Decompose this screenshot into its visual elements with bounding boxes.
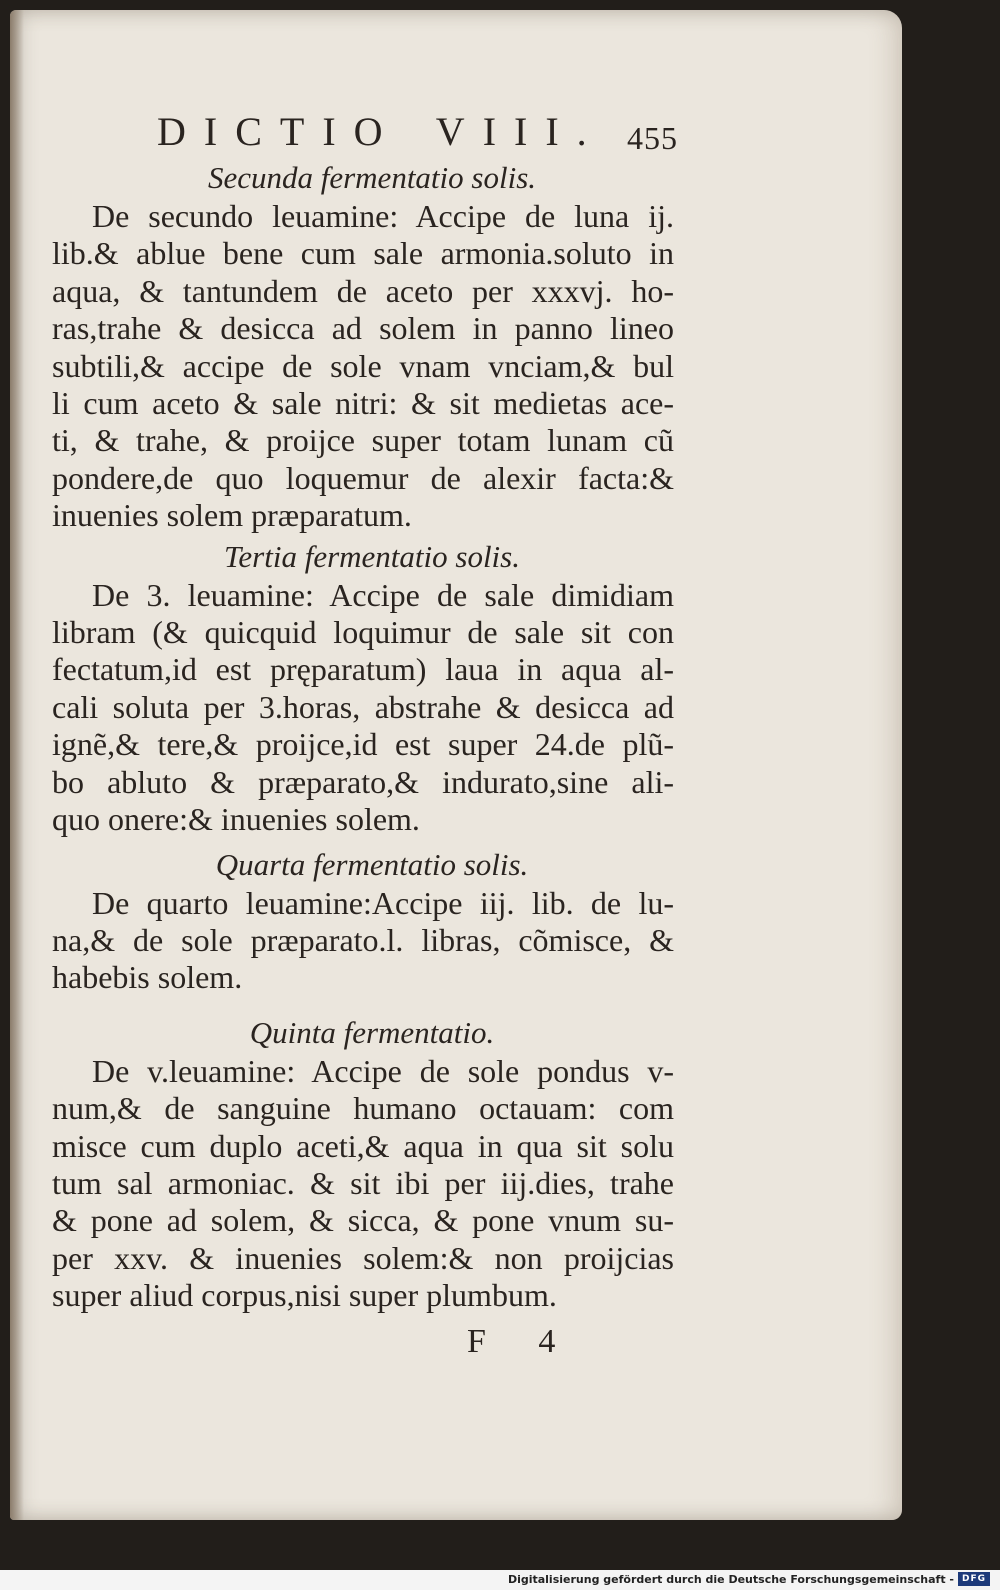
text-line: cali soluta per 3.horas, abstrahe & desicca ad — [52, 688, 674, 725]
page-number: 455 — [627, 120, 678, 156]
section-quinta — [52, 1013, 692, 1315]
section-heading: Quarta fermentatio solis. — [215, 846, 529, 882]
text-line: aqua, & tantundem de aceto per xxxvj. ho- — [52, 272, 674, 309]
funding-credit: Digitalisierung gefördert durch die Deutsche Forschungsgemeinschaft - — [507, 1573, 954, 1586]
running-head — [52, 108, 692, 158]
running-title: DICTIO VIII. — [157, 109, 605, 154]
section-heading: Secunda fermentatio solis. — [207, 160, 537, 195]
section-quarta — [52, 845, 692, 997]
section-heading: Quinta fermentatio. — [249, 1014, 495, 1050]
text-line: misce cum duplo aceti,& aqua in qua sit solu — [52, 1127, 674, 1164]
text-line: De v.leuamine: Accipe de sole pondus v- — [92, 1052, 674, 1089]
section-tertia — [52, 537, 692, 839]
text-line: habebis solem. — [52, 959, 243, 996]
text-line: De secundo leuamine: Accipe de luna ij. — [92, 198, 674, 234]
text-line: quo onere:& inuenies solem. — [52, 801, 420, 838]
text-line: num,& de sanguine humano octauam: com — [52, 1090, 674, 1127]
text-line: ti, & trahe, & proijce super totam lunam cũ — [52, 422, 674, 459]
text-line: bo abluto & præparato,& indurato,sine ali- — [52, 763, 674, 800]
text-line: subtili,& accipe de sole vnam vnciam,& bul — [52, 347, 674, 384]
section-heading: Tertia fermentatio solis. — [224, 538, 520, 574]
text-line: libram (& quicquid loquimur de sale sit con — [52, 614, 674, 651]
signature-mark — [52, 1319, 692, 1369]
text-line: ignẽ,& tere,& proijce,id est super 24.de plũ- — [52, 726, 674, 763]
text-line: De quarto leuamine:Accipe iij. lib. de lu- — [92, 884, 674, 921]
text-line: per xxv. & inuenies solem:& non proijcias — [52, 1239, 674, 1276]
text-line: na,& de sole præparato.l. libras, cõmisce, & — [52, 921, 674, 958]
section-secunda — [52, 158, 692, 535]
text-line: ras,trahe & desicca ad solem in panno lineo — [52, 310, 674, 347]
book-page — [10, 10, 902, 1520]
text-line: De 3. leuamine: Accipe de sale dimidiam — [92, 576, 674, 613]
text-line: li cum aceto & sale nitri: & sit medietas ace- — [52, 385, 674, 422]
text-line: super aliud corpus,nisi super plumbum. — [52, 1277, 557, 1314]
text-line: fectatum,id est pręparatum) laua in aqua al- — [52, 651, 674, 688]
text-line: pondere,de quo loquemur de alexir facta:& — [52, 459, 674, 496]
text-line: tum sal armoniac. & sit ibi per iij.dies, trahe — [52, 1164, 674, 1201]
signature-text: F 4 — [467, 1322, 578, 1360]
page-text-block — [52, 108, 692, 1369]
dfg-logo-icon: DFG — [958, 1572, 990, 1586]
text-line: & pone ad solem, & sicca, & pone vnum su- — [52, 1202, 674, 1239]
digitization-footer — [0, 1570, 1000, 1590]
text-line: inuenies solem præparatum. — [52, 497, 412, 534]
page-gutter-shadow — [10, 10, 24, 1520]
text-line: lib.& ablue bene cum sale armonia.soluto in — [52, 235, 674, 272]
